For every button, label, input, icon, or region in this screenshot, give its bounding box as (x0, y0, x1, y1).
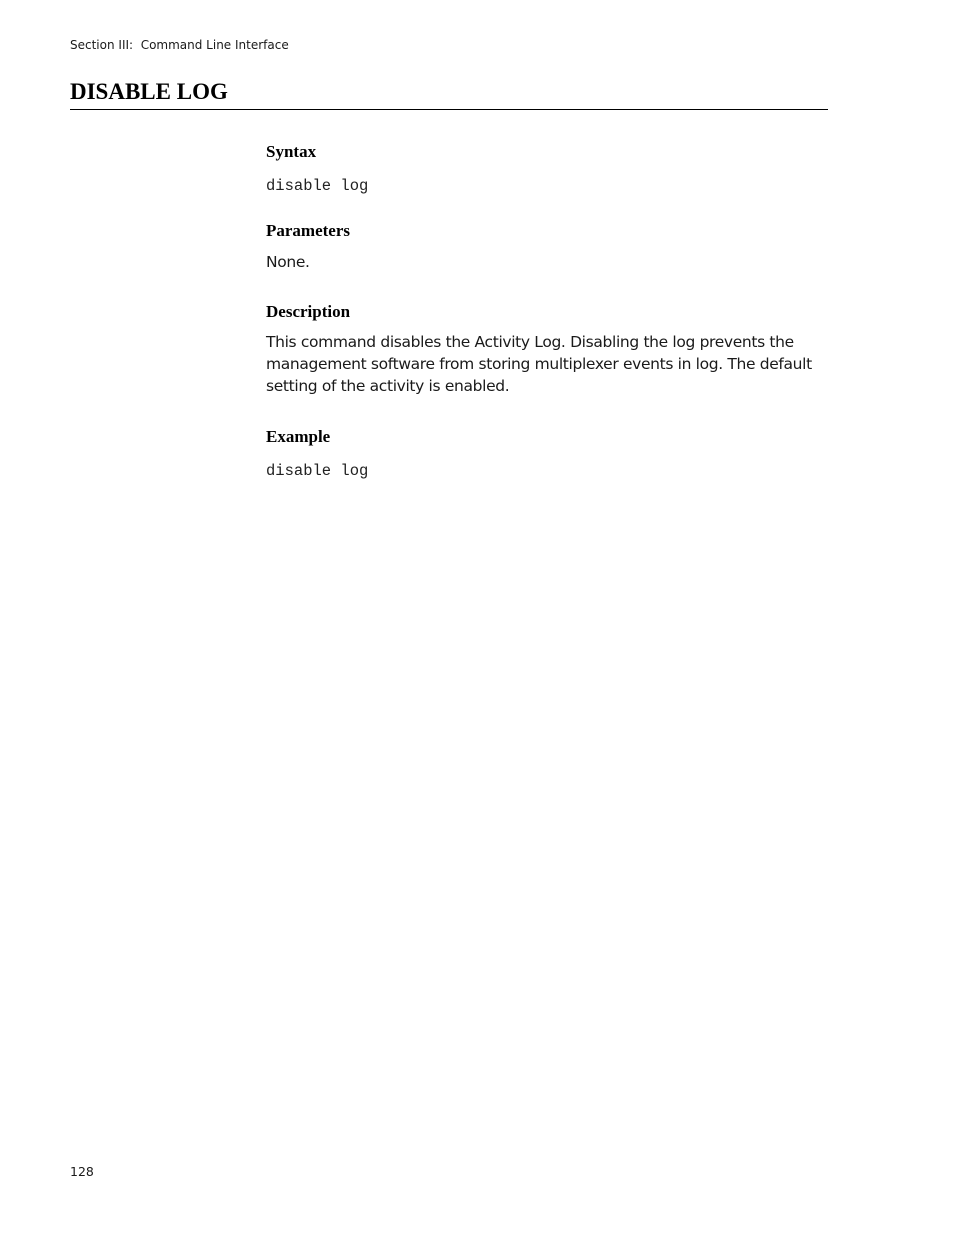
description-text: This command disables the Activity Log. Disabling the log prevents the management software from storing multiplexer events in log. The default setting of the activity is enabled. (266, 333, 812, 395)
example-code: disable log (266, 462, 369, 480)
title-divider (70, 109, 828, 110)
parameters-heading: Parameters (266, 221, 351, 240)
example-heading: Example (266, 427, 331, 446)
running-header: Section III: Command Line Interface (70, 38, 289, 52)
page-number: 128 (70, 1164, 94, 1179)
syntax-heading: Syntax (266, 142, 317, 161)
description-heading: Description (266, 302, 351, 321)
syntax-code: disable log (266, 177, 369, 195)
parameters-text: None. (266, 253, 310, 271)
page-title: DISABLE LOG (70, 79, 228, 104)
